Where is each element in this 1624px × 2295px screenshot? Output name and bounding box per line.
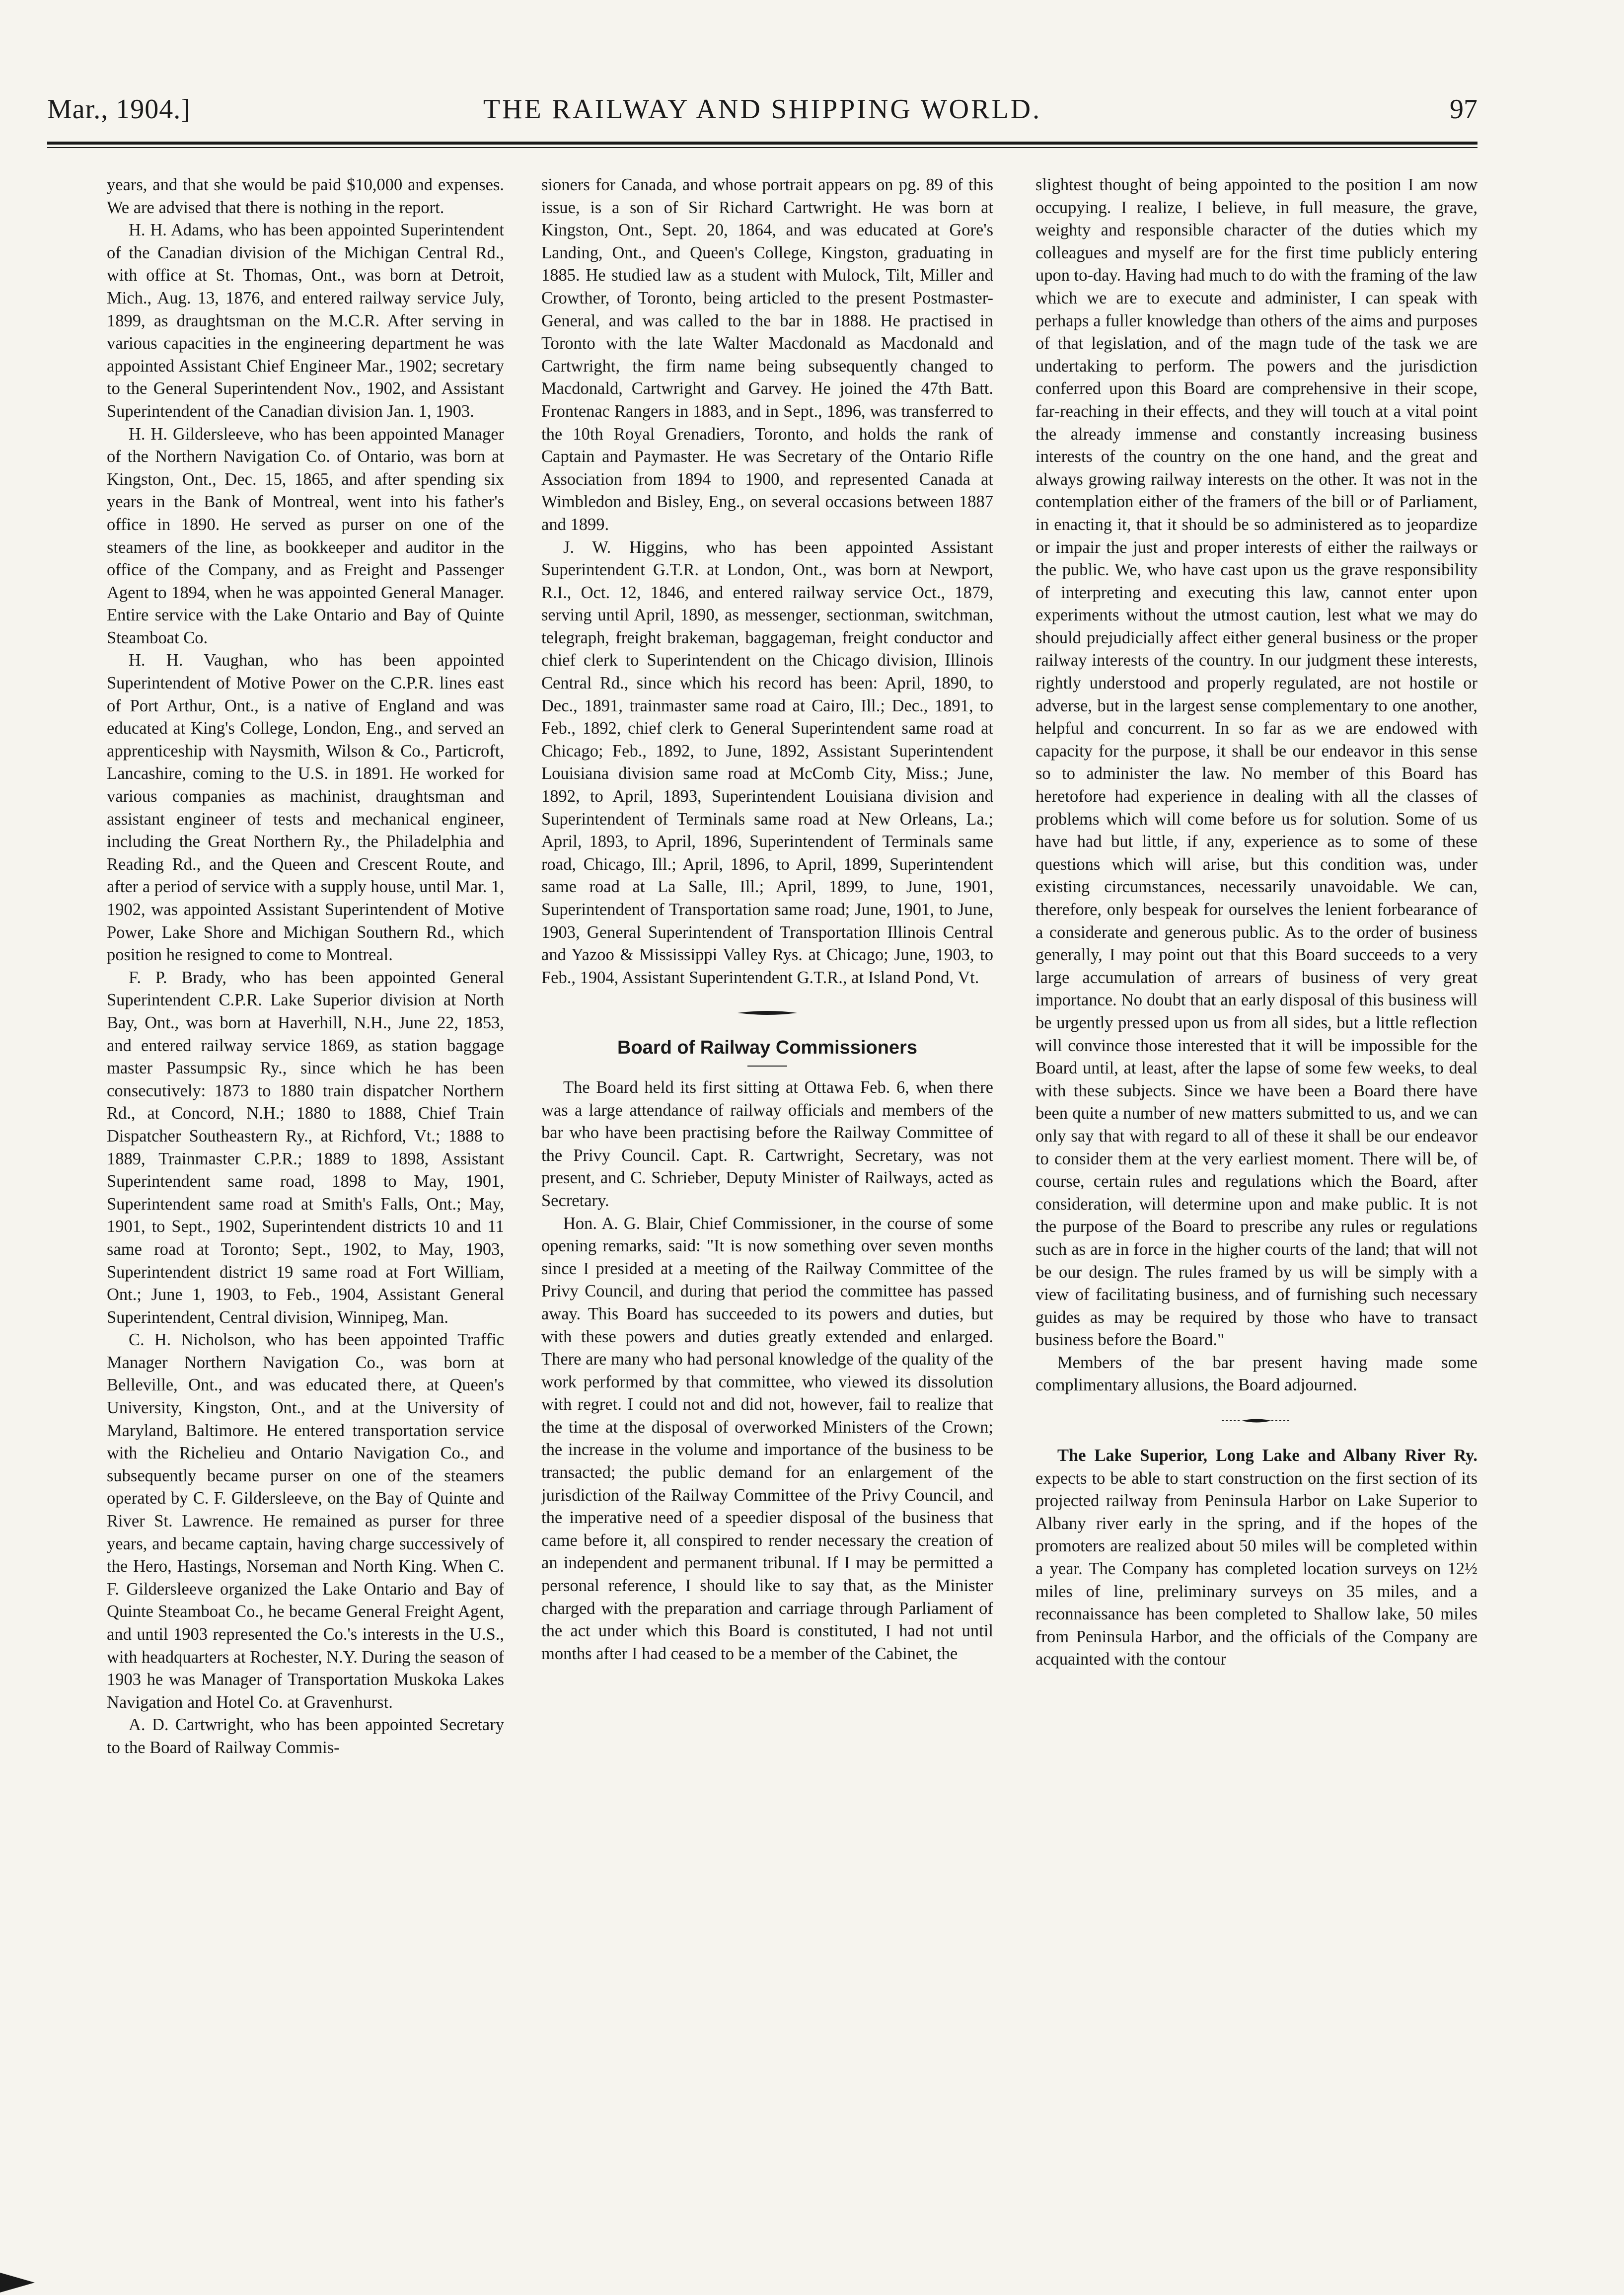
paragraph-nicholson: C. H. Nicholson, who has been appointed Traffic Manager Northern Navigation Co., was born at Belleville, Ont., and was educated there, at Queen's University, Kingston, Ont., and at the University of Maryland, Baltimore. He entered transportation service with the Richelieu and Ontario Navigation Co., and subsequently became purser on one of the steamers operated by C. F. Gildersleeve, on the Bay of Quinte and River St. Lawrence. He remained as purser for three years, and became captain, having charge successively of the Hero, Hastings, Norseman and North King. When C. F. Gildersleeve organized the Lake Ontario and Bay of Quinte Steamboat Co., he became General Freight Agent, and until 1903 represented the Co.'s interests in the U.S., with headquarters at Rochester, N.Y. During the season of 1903 he was Manager of Transportation Muskoka Lakes Navigation and Hotel Co. at Gravenhurst.: [107, 1330, 504, 1712]
page-edge-mark: [0, 2273, 35, 2295]
paragraph-higgins: J. W. Higgins, who has been appointed Assistant Superintendent G.T.R. at London, Ont., was born at Newport, R.I., Oct. 12, 1846, and entered railway service Oct., 1879, serving until April, 1890, as messenger, sectionman, switchman, telegraph, freight brakeman, baggageman, freight conductor and chief clerk to Superintendent on the Chicago division, Illinois Central Rd., since which his record has been: April, 1890, to Dec., 1891, trainmaster same road at Cairo, Ill.; Dec., 1891, to Feb., 1892, chief clerk to General Superintendent same road at Chicago; Feb., 1892, to June, 1892, Assistant Superintendent Louisiana division same road at McComb City, Miss.; June, 1892, to April, 1893, Superintendent Louisiana division and Superintendent of Terminals same road at New Orleans, La.; April, 1893, to April, 1896, Superintendent of Terminals same road, Chicago, Ill.; April, 1896, to April, 1899, Superintendent same road at La Salle, Ill.; April, 1899, to June, 1901, Superintendent of Transportation same road; June, 1901, to June, 1903, General Superintendent of Transportation Illinois Central and Yazoo & Mississippi Valley Rys. at Chicago; June, 1903, to Feb., 1904, Assistant Superintendent G.T.R., at Island Pond, Vt.: [541, 537, 993, 987]
column-2: [541, 174, 993, 1665]
column-3: [1035, 174, 1477, 1671]
paragraph-vaughan: H. H. Vaughan, who has been appointed Superintendent of Motive Power on the C.P.R. lines east of Port Arthur, Ont., is a native of England and was educated at King's College, London, Eng., and served an apprenticeship with Naysmith, Wilson & Co., Particroft, Lancashire, coming to the U.S. in 1891. He worked for various companies as machinist, draughtsman and assistant engineer of tests and mechanical engineer, including the Great Northern Ry., the Philadelphia and Reading Rd., and the Queen and Crescent Route, and after a period of service with a supply house, until Mar. 1, 1902, was appointed Assistant Superintendent of Motive Power, Lake Shore and Michigan Southern Rd., which position he resigned to come to Montreal.: [107, 651, 504, 965]
heading-underline-ornament: [747, 1065, 787, 1068]
paragraph-lake-superior-ry: [1035, 1445, 1477, 1671]
paragraph-board-sitting: The Board held its first sitting at Ottawa Feb. 6, when there was a large attendance of railway officials and members of the bar who have been practising before the Railway Committee of the Privy Council. Capt. R. Cartwright, Secretary, was not present, and C. Schrieber, Deputy Minister of Railways, acted as Secretary.: [541, 1077, 993, 1210]
item-lead-title: The Lake Superior, Long Lake and Albany River Ry.: [1057, 1446, 1477, 1465]
paragraph-adams: H. H. Adams, who has been appointed Superintendent of the Canadian division of the Michigan Central Rd., with office at St. Thomas, Ont., was born at Detroit, Mich., Aug. 13, 1876, and entered railway service July, 1899, as draughtsman on the M.C.R. After serving in various capacities in the engineering department he was appointed Assistant Chief Engineer Mar., 1902; secretary to the General Superintendent Nov., 1902, and Assistant Superintendent of the Canadian division Jan. 1, 1903.: [107, 221, 504, 421]
paragraph-cartwright-start: A. D. Cartwright, who has been appointed Secretary to the Board of Railway Commis-: [107, 1715, 504, 1757]
header-rule-thin: [47, 147, 1477, 148]
item-divider-ornament: [1222, 1416, 1291, 1426]
header-rule-thick: [47, 142, 1477, 145]
paragraph-continued: years, and that she would be paid $10,000 and expenses. We are advised that there is nothing in the report.: [107, 175, 504, 217]
page-header: [47, 93, 1477, 138]
paragraph-adjourned: Members of the bar present having made some complimentary allusions, the Board adjourned.: [1035, 1353, 1477, 1395]
item-body-text: expects to be able to start construction on the first section of its projected railway from Peninsula Harbor on Lake Superior to Albany river early in the spring, and if the hopes of the promoters are realized about 50 miles will be completed within a year. The Company has completed location surveys on 12½ miles of line, preliminary surveys on 35 miles, and a reconnaissance has been completed to Shallow lake, 50 miles from Peninsula Harbor, and the officials of the Company are acquainted with the contour: [1035, 1468, 1477, 1669]
publication-title: THE RAILWAY AND SHIPPING WORLD.: [483, 94, 1042, 125]
header-date: Mar., 1904.]: [47, 94, 191, 125]
paragraph-gildersleeve: H. H. Gildersleeve, who has been appointed Manager of the Northern Navigation Co. of Ontario, was born at Kingston, Ont., Dec. 15, 1865, and after spending six years in the Bank of Montreal, went into his father's office in 1890. He served as purser on one of the steamers of the line, as bookkeeper and auditor in the office of the Company, and as Freight and Passenger Agent to 1894, when he was appointed General Manager. Entire service with the Lake Ontario and Bay of Quinte Steamboat Co.: [107, 424, 504, 647]
page-number: 97: [1450, 94, 1477, 125]
section-divider-ornament: [733, 1008, 802, 1018]
paragraph-blair-continued: slightest thought of being appointed to the position I am now occupying. I realize, I believe, in full measure, the grave, weighty and responsible character of the duties which my colleagues and myself are for the first time publicly entering upon to-day. Having had much to do with the framing of the law which we are to execute and administer, I can speak with perhaps a fuller knowledge than others of the aims and purposes of that legislation, and of the magn tude of the task we are undertaking to perform. The powers and the jurisdiction conferred upon this Board are comprehensive in their scope, far-reaching in their effects, and they will touch at a vital point the already immense and constantly increasing business interests of the country on the one hand, and the great and always growing railway interests on the other. It was not in the contemplation either of the framers of the bill or of Parliament, in enacting it, that it should be so administered as to jeopardize or impair the just and proper interests of either the railways or the public. We, who have cast upon us the grave responsibility of interpreting and executing this law, cannot enter upon experiments without the utmost caution, lest what we may do should prejudicially affect either general business or the proper railway interests of the country. In our judgment these interests, rightly understood and properly regulated, are not hostile or adverse, but in the largest sense complementary to one another, helpful and concurrent. In so far as we are endowed with capacity for the purpose, it shall be our endeavor in this sense so to administer the law. No member of this Board has heretofore had experience in dealing with all the classes of problems which will come before us for solution. Some of us have had but little, if any, experience as to some of these questions which will arise, but this condition was, under existing circumstances, necessarily unavoidable. We can, therefore, only bespeak for ourselves the lenient forbearance of a considerate and generous public. As to the order of business generally, I may point out that this Board succeeds to a very large accumulation of arrears of business of very great importance. No doubt that an early disposal of this business will be urgently pressed upon us from all sides, but a little reflection will convince those interested that it will be impossible for the Board until, at least, after the lapse of some few weeks, to deal with these subjects. Since we have been a Board there have been quite a number of new matters submitted to us, and we can only say that with regard to all of these it shall be our endeavor to consider them at the very earliest moment. There will be, of course, certain rules and regulations which the Board, after consideration, will determine upon and make public. It is not the purpose of the Board to prescribe any rules or regulations such as are in force in the higher courts of the land; that will not be our design. The rules framed by us will be simply with a view of facilitating business, and of furnishing such necessary guides as may be required by those who have to transact business before the Board.": [1035, 175, 1477, 1350]
column-1: [107, 174, 504, 1760]
section-heading: Board of Railway Commissioners: [617, 1037, 917, 1059]
paragraph-blair-remarks: Hon. A. G. Blair, Chief Commissioner, in the course of some opening remarks, said: "It is now something over seven months since I presided at a meeting of the Railway Committee of the Privy Council, and during that period the committee has passed away. This Board has succeeded to its powers and duties, but with these powers and duties greatly extended and enlarged. There are many who had personal knowledge of the quality of the work performed by that committee, who viewed its dissolution with regret. I could not and did not, however, fail to realize that the time at the disposal of overworked Ministers of the Crown; the increase in the volume and importance of the business to be transacted; the public demand for an enlargement of the jurisdiction of the Railway Committee of the Privy Council, and the imperative need of a speedier disposal of the business that came before it, all conspired to render necessary the creation of an independent and permanent tribunal. If I may be permitted a personal reference, I should like to say that, as the Minister charged with the preparation and carriage through Parliament of the act under which this Board is constituted, I had not until months after I had ceased to be a member of the Cabinet, the: [541, 1214, 993, 1663]
paragraph-brady: F. P. Brady, who has been appointed General Superintendent C.P.R. Lake Superior division at North Bay, Ont., was born at Haverhill, N.H., June 22, 1853, and entered railway service 1869, as station baggage master Passumpsic Ry., since which he has been consecutively: 1873 to 1880 train dispatcher Northern Rd., at Concord, N.H.; 1880 to 1888, Chief Train Dispatcher Southeastern Ry., at Richford, Vt.; 1888 to 1889, Trainmaster C.P.R.; 1889 to 1898, Assistant Superintendent same road, 1898 to May, 1901, Superintendent same road at Smith's Falls, Ont.; May, 1901, to Sept., 1902, Superintendent districts 10 and 11 same road at Toronto; Sept., 1902, to May, 1903, Superintendent district 19 same road at Fort William, Ont.; June 1, 1903, to Feb., 1904, Assistant General Superintendent, Central division, Winnipeg, Man.: [107, 968, 504, 1327]
paragraph-cartwright-continued: sioners for Canada, and whose portrait appears on pg. 89 of this issue, is a son of Sir Richard Cartwright. He was born at Kingston, Ont., Sept. 20, 1864, and was educated at Gore's Landing, Ont., and Queen's College, Kingston, graduating in 1885. He studied law as a student with Mulock, Tilt, Miller and Crowther, of Toronto, being articled to the present Postmaster-General, and was called to the bar in 1888. He practised in Toronto with the late Walter Macdonald as Macdonald and Cartwright, the firm name being subsequently changed to Macdonald, Cartwright and Garvey. He joined the 47th Batt. Frontenac Rangers in 1883, and in Sept., 1896, was transferred to the 10th Royal Grenadiers, Toronto, and holds the rank of Captain and Paymaster. He was Secretary of the Ontario Rifle Association from 1894 to 1900, and represented Canada at Wimbledon and Bisley, Eng., on several occasions between 1887 and 1899.: [541, 175, 993, 534]
